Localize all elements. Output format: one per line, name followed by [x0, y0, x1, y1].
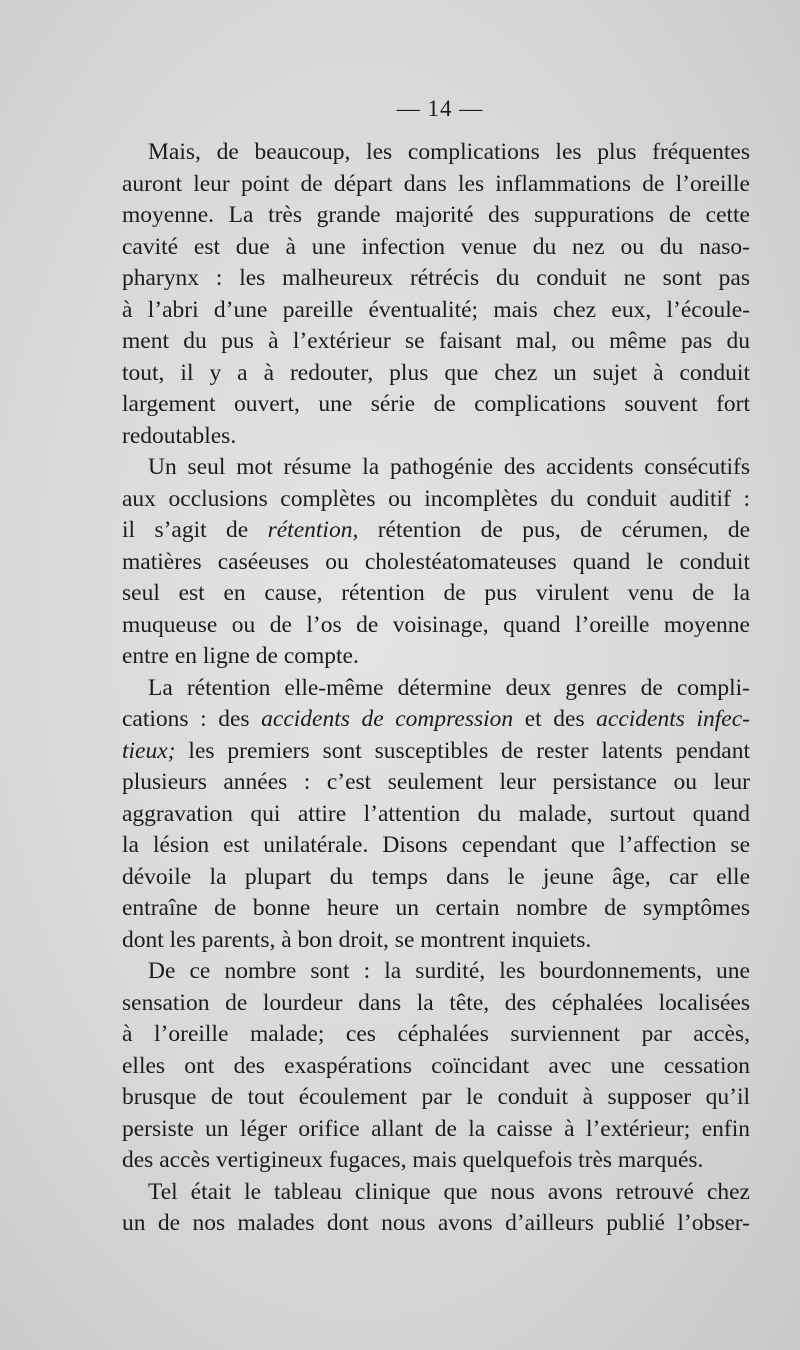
page-number: — 14 —	[396, 96, 484, 121]
text-line: La rétention elle-même détermine deux genres de compli-	[148, 674, 750, 701]
italic-term: accidents infec-	[596, 706, 750, 732]
text-line: seul est en cause, rétention de pus virulent venu de la	[122, 580, 750, 606]
italic-term: accidents de compression	[261, 706, 514, 732]
text-line: brusque de tout écoulement par le conduit à supposer qu’il	[122, 1084, 750, 1110]
paragraph	[122, 956, 750, 1177]
text-line: cavité est due à une infection venue du nez ou du naso-	[122, 233, 750, 260]
text-line: largement ouvert, une série de complications souvent fort	[122, 391, 750, 417]
paragraph	[122, 137, 750, 452]
text-segment: il s’agit de	[122, 517, 268, 543]
text-segment: les premiers sont susceptibles de rester latents pendant	[175, 737, 750, 764]
text-line: entraîne de bonne heure un certain nombre de symptômes	[122, 895, 750, 921]
text-line: dévoile la plupart du temps dans le jeune âge, car elle	[122, 863, 750, 890]
text-line	[122, 736, 750, 768]
text-line: un de nos malades dont nous avons d’ailleurs publié l’obser-	[122, 1210, 750, 1236]
text-line: elles ont des exaspérations coïncidant avec une cessation	[122, 1052, 750, 1079]
text-line: matières caséeuses ou cholestéatomateuses quand le conduit	[122, 548, 750, 575]
text-line: des accès vertigineux fugaces, mais quelquefois très marqués.	[122, 1147, 704, 1173]
italic-term: rétention,	[267, 517, 359, 543]
text-line: aggravation qui attire l’attention du malade, surtout quand	[122, 800, 750, 827]
text-line: Mais, de beaucoup, les complications les plus fréquentes	[148, 139, 750, 165]
text-line: auront leur point de départ dans les inflammations de l’oreille	[122, 170, 750, 197]
text-line: tout, il y a à redouter, plus que chez un sujet à conduit	[122, 359, 750, 386]
text-line: la lésion est unilatérale. Disons cependant que l’affection se	[122, 832, 750, 858]
text-line: sensation de lourdeur dans la tête, des céphalées localisées	[122, 989, 750, 1016]
text-line: pharynx : les malheureux rétrécis du conduit ne sont pas	[122, 265, 750, 291]
text-line: muqueuse ou de l’os de voisinage, quand l’oreille moyenne	[122, 611, 750, 638]
italic-term: tieux;	[122, 737, 176, 764]
text-segment: et des	[513, 706, 597, 732]
text-segment: cations : des	[122, 706, 262, 732]
text-line	[122, 704, 750, 736]
text-line: Un seul mot résume la pathogénie des accidents consécutifs	[148, 454, 750, 480]
paragraph	[122, 1177, 750, 1240]
text-segment: rétention de pus, de cérumen, de	[358, 517, 750, 543]
text-line: dont les parents, à bon droit, se montrent inquiets.	[122, 926, 592, 953]
text-line: moyenne. La très grande majorité des suppurations de cette	[122, 202, 750, 228]
text-line: redoutables.	[122, 422, 237, 449]
text-line: aux occlusions complètes ou incomplètes du conduit auditif :	[122, 485, 750, 512]
text-line: persiste un léger orifice allant de la caisse à l’extérieur; enfin	[122, 1115, 750, 1142]
text-line: plusieurs années : c’est seulement leur persistance ou leur	[122, 769, 750, 795]
text-line: De ce nombre sont : la surdité, les bourdonnements, une	[148, 958, 750, 984]
text-line: à l’abri d’une pareille éventualité; mais chez eux, l’écoule-	[122, 296, 750, 323]
text-line: ment du pus à l’extérieur se faisant mal, ou même pas du	[122, 328, 750, 354]
paragraph	[122, 452, 750, 673]
text-line: Tel était le tableau clinique que nous avons retrouvé chez	[148, 1178, 750, 1205]
text-line: à l’oreille malade; ces céphalées surviennent par accès,	[122, 1021, 750, 1047]
text-line: entre en ligne de compte.	[122, 643, 359, 669]
body-text	[122, 137, 750, 1240]
text-line	[122, 515, 750, 547]
paragraph	[122, 673, 750, 957]
